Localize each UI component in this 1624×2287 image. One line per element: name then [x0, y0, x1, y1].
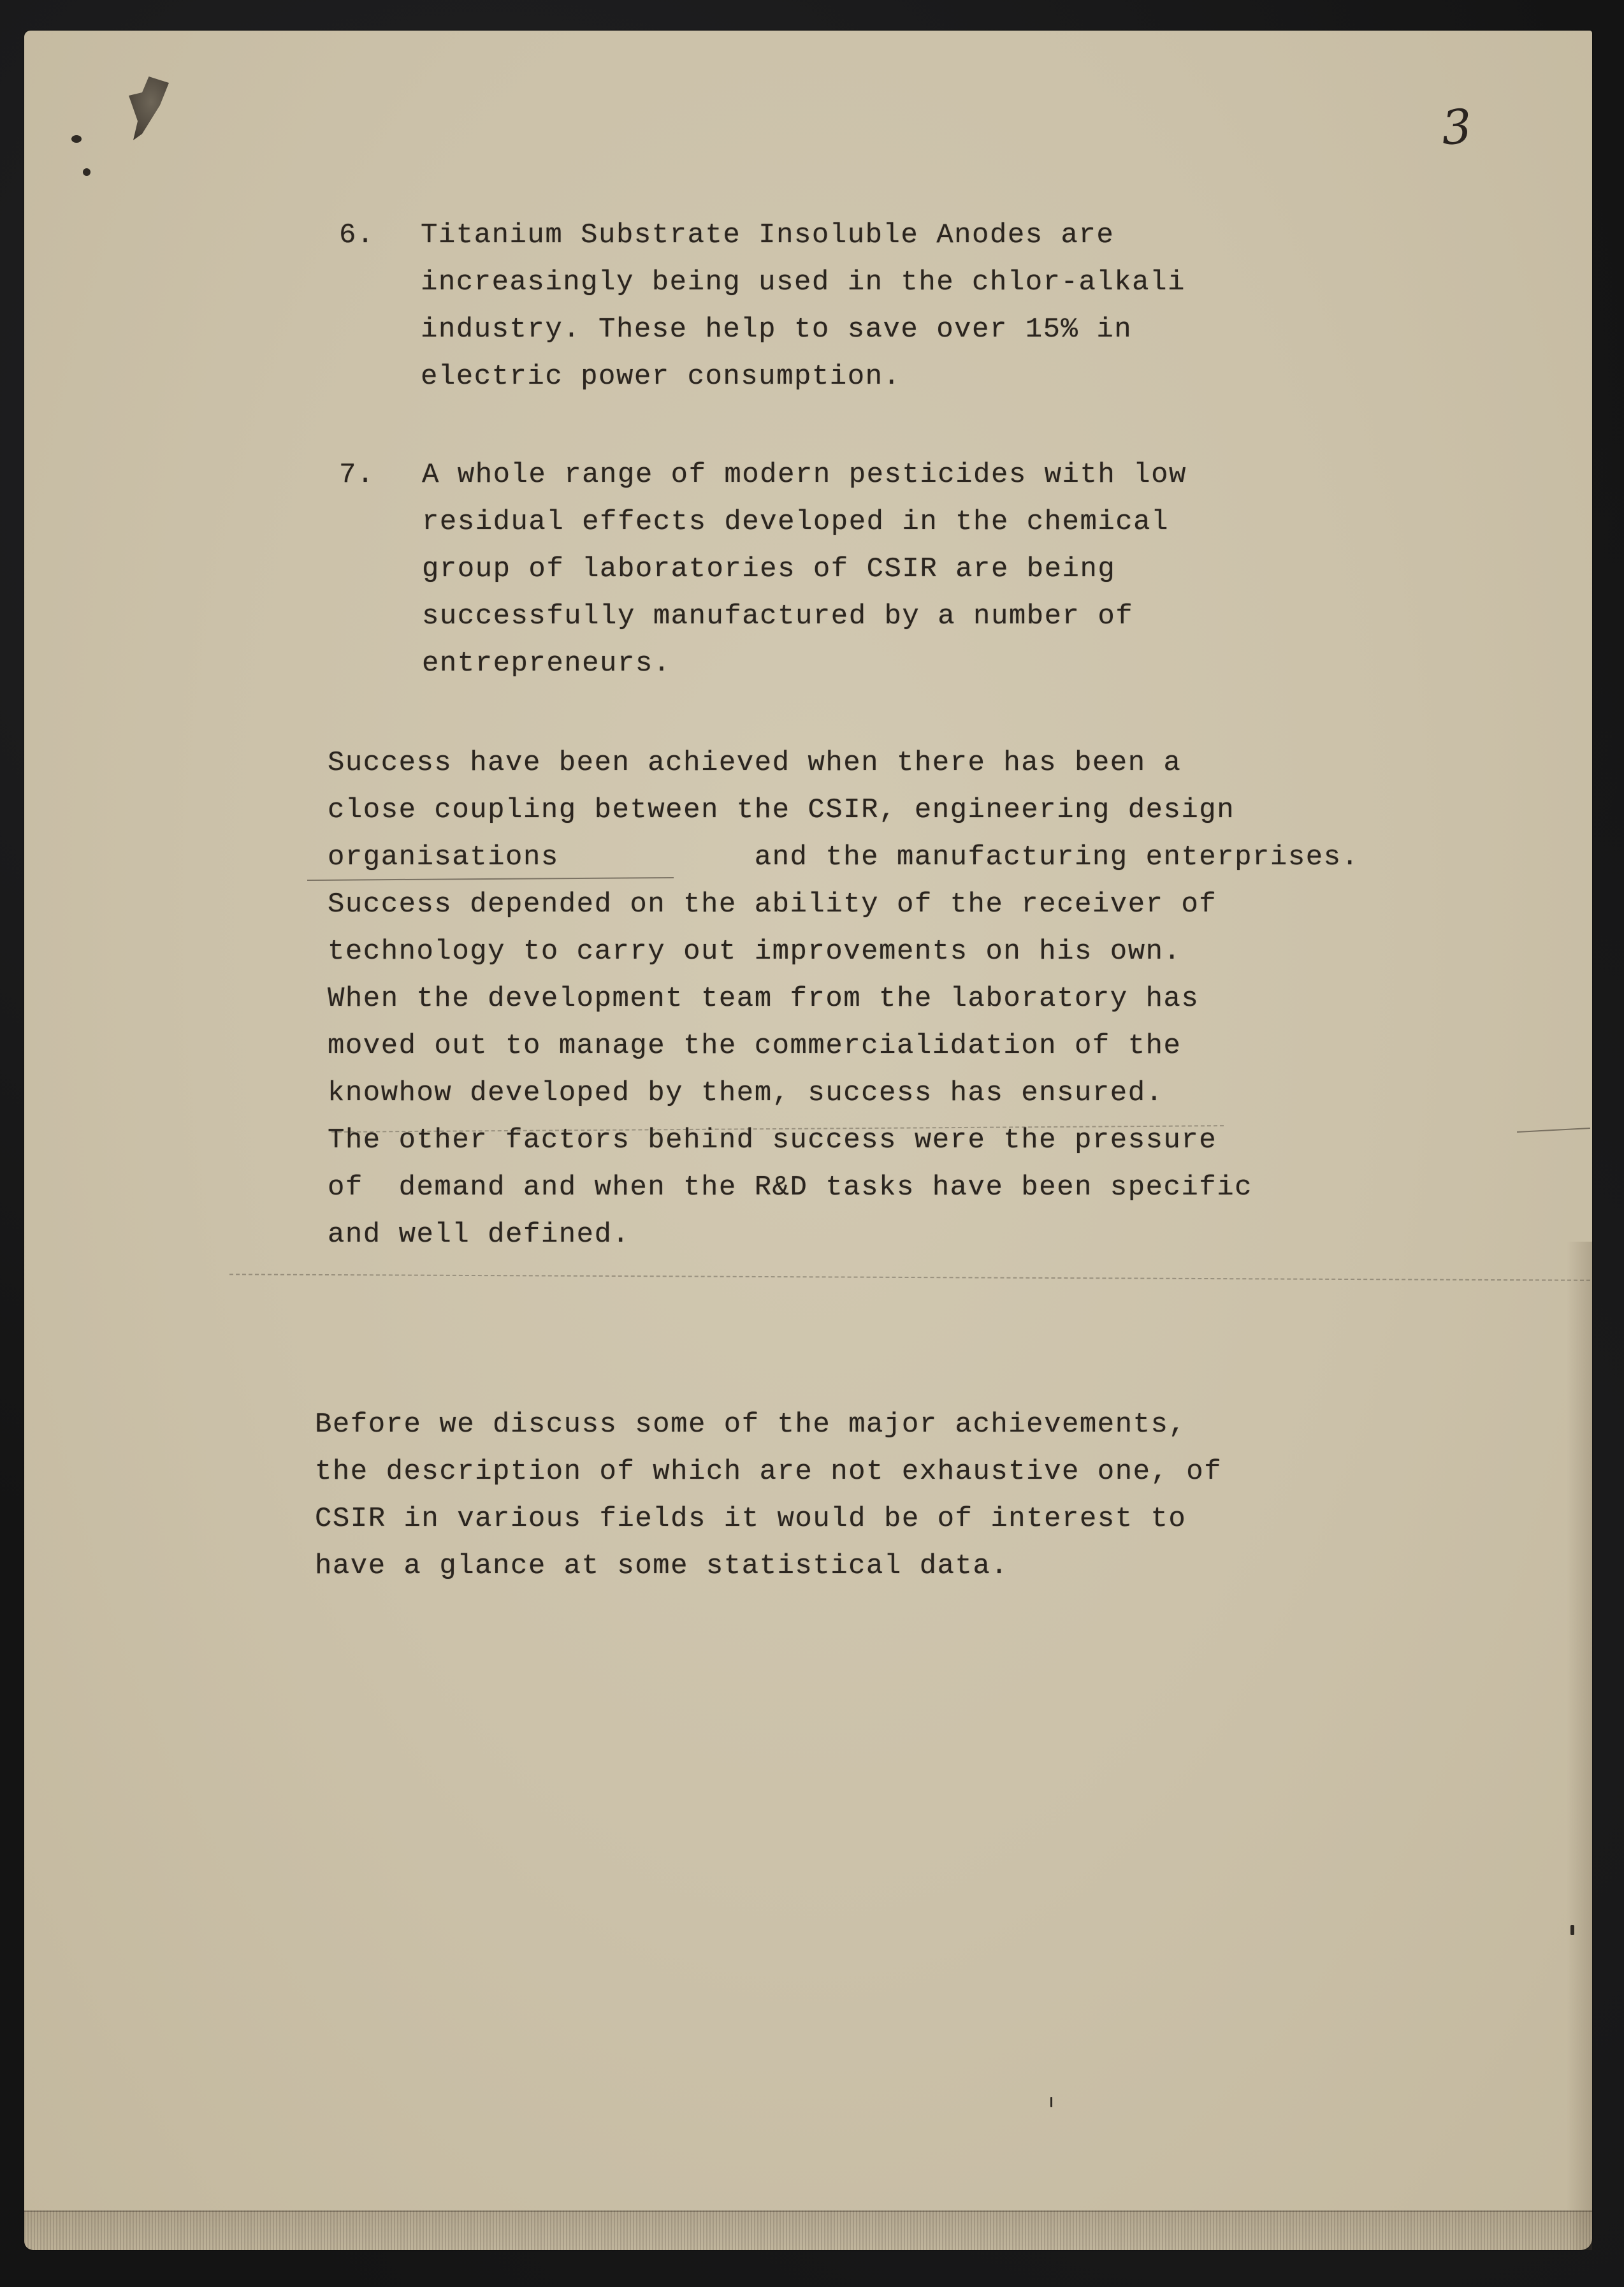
text-line: Success depended on the ability of the receiver of: [328, 889, 1217, 920]
ink-spot: [83, 168, 91, 176]
item-number-6: 6.: [339, 219, 375, 251]
text-line: close coupling between the CSIR, engineering design: [328, 794, 1235, 826]
success-paragraph: [328, 739, 1359, 1258]
text-line: knowhow developed by them, success has ensured.: [328, 1077, 1164, 1109]
text-line: of demand and when the R&D tasks have been specific: [328, 1172, 1253, 1203]
text-line: the description of which are not exhaustive one, of: [315, 1456, 1222, 1488]
text-line: When the development team from the laboratory has: [328, 983, 1200, 1015]
text-line: A whole range of modern pesticides with low: [422, 459, 1187, 491]
text-line: group of laboratories of CSIR are being: [422, 553, 1116, 585]
text-line: moved out to manage the commercialidation of the: [328, 1030, 1182, 1062]
item-6-text: [421, 212, 1185, 400]
text-line: industry. These help to save over 15% in: [421, 314, 1133, 345]
text-line: electric power consumption.: [421, 361, 901, 393]
text-line: technology to carry out improvements on his own.: [328, 936, 1182, 968]
text-line: Before we discuss some of the major achievements,: [315, 1409, 1187, 1441]
statistics-paragraph: [315, 1401, 1222, 1590]
item-7-text: [422, 451, 1187, 687]
text-line: organisations and the manufacturing enterprises.: [328, 841, 1359, 873]
text-line: CSIR in various fields it would be of interest to: [315, 1503, 1187, 1535]
ink-speck: [1570, 1925, 1574, 1935]
page-number: 3: [1440, 99, 1474, 156]
text-line: and well defined.: [328, 1219, 630, 1251]
ink-speck: [1050, 2097, 1052, 2107]
ink-spot: [71, 135, 82, 143]
paper-edge-stain: [1567, 1242, 1592, 2250]
text-line: residual effects developed in the chemical: [422, 506, 1169, 538]
text-line: The other factors behind success were the pressure: [328, 1124, 1217, 1156]
text-line: Success have been achieved when there has been a: [328, 747, 1182, 779]
text-line: entrepreneurs.: [422, 648, 671, 679]
text-line: increasingly being used in the chlor-alkali: [421, 266, 1185, 298]
text-line: successfully manufactured by a number of: [422, 600, 1134, 632]
text-line: Titanium Substrate Insoluble Anodes are: [421, 219, 1115, 251]
text-line: have a glance at some statistical data.: [315, 1550, 1009, 1582]
item-number-7: 7.: [339, 459, 375, 491]
